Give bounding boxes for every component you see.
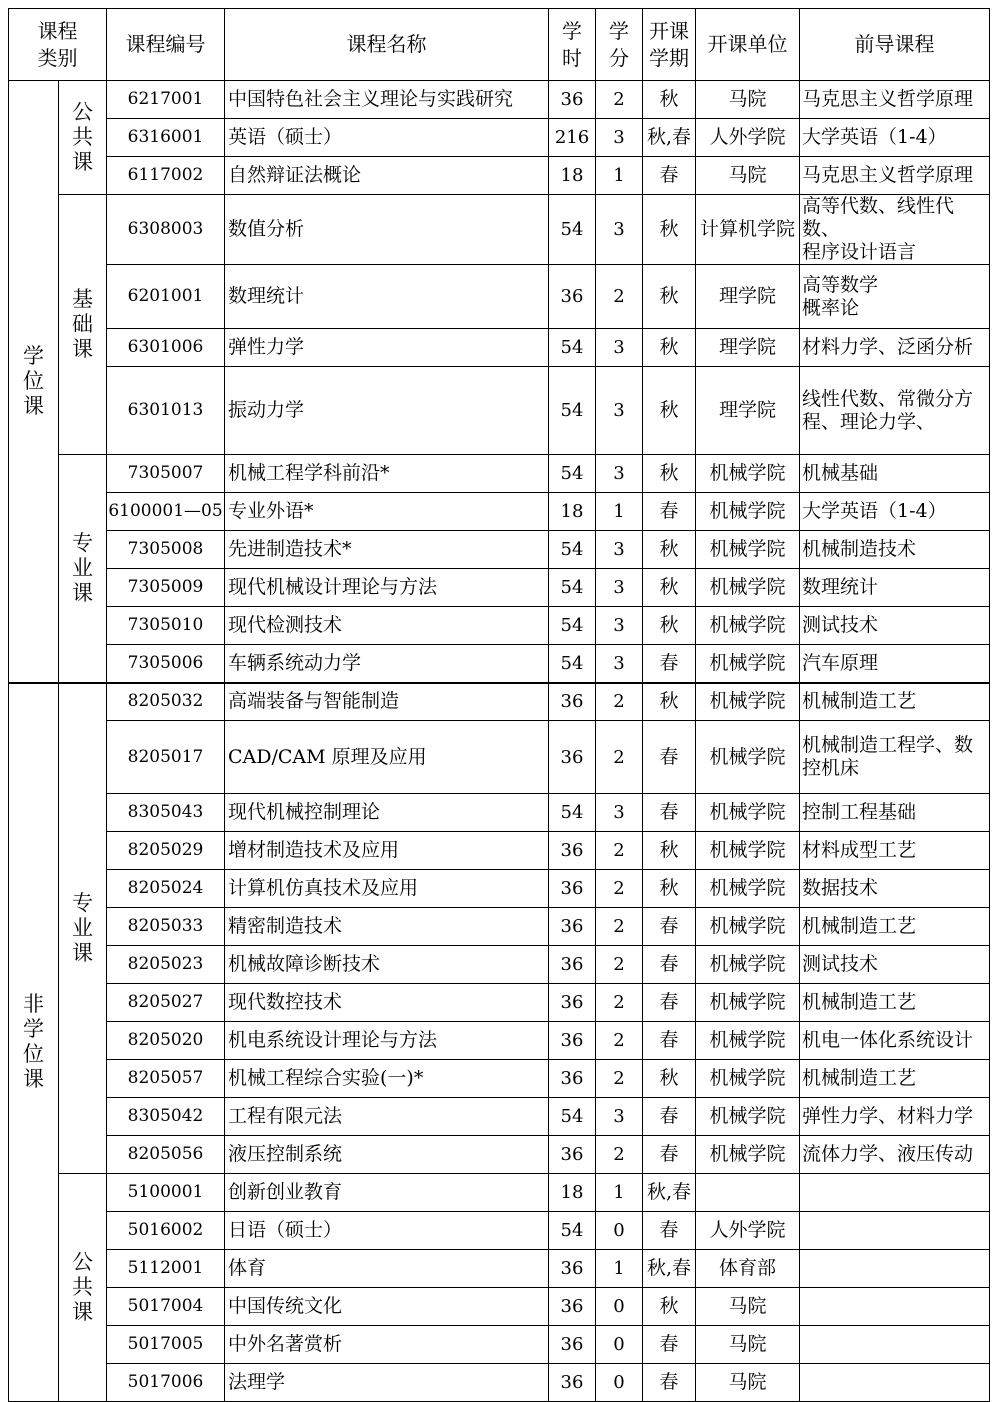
course-credits: 3	[596, 329, 643, 367]
course-prereq: 机械制造技术	[800, 531, 990, 569]
header-name: 课程名称	[225, 9, 549, 81]
table-row	[9, 607, 990, 645]
course-prereq: 控制工程基础	[800, 794, 990, 832]
course-hours: 54	[549, 367, 596, 455]
course-credits: 1	[596, 157, 643, 195]
course-prereq: 大学英语（1-4）	[800, 119, 990, 157]
course-credits: 2	[596, 81, 643, 119]
course-term: 春	[643, 493, 696, 531]
course-term: 秋	[643, 531, 696, 569]
course-term: 秋	[643, 607, 696, 645]
course-unit: 人外学院	[696, 119, 800, 157]
header-unit: 开课单位	[696, 9, 800, 81]
course-hours: 54	[549, 1098, 596, 1136]
course-prereq: 机械制造工艺	[800, 683, 990, 721]
course-hours: 18	[549, 1174, 596, 1212]
course-code: 8305043	[107, 794, 225, 832]
subcategory-public: 公 共 课	[59, 81, 107, 195]
course-unit: 机械学院	[696, 908, 800, 946]
course-unit: 理学院	[696, 329, 800, 367]
course-term: 秋	[643, 1060, 696, 1098]
course-hours: 36	[549, 81, 596, 119]
course-unit	[696, 1174, 800, 1212]
course-unit: 机械学院	[696, 683, 800, 721]
table-row	[9, 984, 990, 1022]
course-hours: 54	[549, 569, 596, 607]
header-semester: 开课 学期	[643, 9, 696, 81]
course-hours: 36	[549, 1326, 596, 1364]
course-hours: 54	[549, 607, 596, 645]
course-unit: 理学院	[696, 265, 800, 329]
course-code: 6201001	[107, 265, 225, 329]
table-row	[9, 645, 990, 683]
table-row	[9, 794, 990, 832]
course-code: 7305006	[107, 645, 225, 683]
subcategory-public-elective: 公 共 课	[59, 1174, 107, 1402]
table-row	[9, 81, 990, 119]
course-hours: 36	[549, 1364, 596, 1402]
course-hours: 36	[549, 1060, 596, 1098]
course-hours: 36	[549, 946, 596, 984]
course-hours: 54	[549, 794, 596, 832]
course-unit: 机械学院	[696, 832, 800, 870]
header-code: 课程编号	[107, 9, 225, 81]
course-hours: 54	[549, 455, 596, 493]
course-term: 秋	[643, 455, 696, 493]
course-unit: 马院	[696, 1364, 800, 1402]
course-code: 5017004	[107, 1288, 225, 1326]
course-name: 液压控制系统	[225, 1136, 549, 1174]
course-prereq: 机械基础	[800, 455, 990, 493]
course-hours: 36	[549, 870, 596, 908]
course-credits: 0	[596, 1326, 643, 1364]
course-name: 中外名著赏析	[225, 1326, 549, 1364]
course-unit: 马院	[696, 157, 800, 195]
course-hours: 36	[549, 832, 596, 870]
course-name: 计算机仿真技术及应用	[225, 870, 549, 908]
course-prereq: 高等数学 概率论	[800, 265, 990, 329]
course-credits: 3	[596, 607, 643, 645]
course-credits: 3	[596, 455, 643, 493]
course-term: 秋	[643, 329, 696, 367]
course-name: 现代检测技术	[225, 607, 549, 645]
course-unit: 机械学院	[696, 569, 800, 607]
course-code: 5112001	[107, 1250, 225, 1288]
course-credits: 2	[596, 265, 643, 329]
course-unit: 理学院	[696, 367, 800, 455]
course-term: 秋	[643, 195, 696, 265]
course-code: 7305008	[107, 531, 225, 569]
table-row	[9, 493, 990, 531]
table-row	[9, 455, 990, 493]
course-credits: 0	[596, 1288, 643, 1326]
course-term: 秋	[643, 367, 696, 455]
table-row	[9, 683, 990, 721]
course-code: 8205027	[107, 984, 225, 1022]
table-body	[9, 81, 990, 1402]
course-name: 精密制造技术	[225, 908, 549, 946]
course-term: 秋	[643, 870, 696, 908]
course-unit: 马院	[696, 1288, 800, 1326]
course-unit: 机械学院	[696, 1060, 800, 1098]
header-credits: 学 分	[596, 9, 643, 81]
course-unit: 机械学院	[696, 721, 800, 794]
course-name: 现代机械设计理论与方法	[225, 569, 549, 607]
course-term: 春	[643, 645, 696, 683]
course-hours: 54	[549, 531, 596, 569]
course-credits: 2	[596, 984, 643, 1022]
course-name: 增材制造技术及应用	[225, 832, 549, 870]
table-row	[9, 870, 990, 908]
course-hours: 54	[549, 1212, 596, 1250]
course-prereq: 机械制造工艺	[800, 1060, 990, 1098]
course-code: 5017006	[107, 1364, 225, 1402]
course-code: 6316001	[107, 119, 225, 157]
course-prereq: 材料力学、泛函分析	[800, 329, 990, 367]
course-prereq: 流体力学、液压传动	[800, 1136, 990, 1174]
course-term: 春	[643, 908, 696, 946]
table-row	[9, 157, 990, 195]
course-name: 工程有限元法	[225, 1098, 549, 1136]
course-unit: 机械学院	[696, 607, 800, 645]
course-name: 机电系统设计理论与方法	[225, 1022, 549, 1060]
course-prereq	[800, 1174, 990, 1212]
course-credits: 2	[596, 870, 643, 908]
course-prereq	[800, 1212, 990, 1250]
table-row	[9, 1212, 990, 1250]
course-credits: 2	[596, 908, 643, 946]
course-name: 英语（硕士）	[225, 119, 549, 157]
course-prereq: 机械制造工艺	[800, 984, 990, 1022]
header-row	[9, 9, 990, 81]
header-hours: 学 时	[549, 9, 596, 81]
table-row	[9, 569, 990, 607]
course-credits: 3	[596, 119, 643, 157]
course-name: 弹性力学	[225, 329, 549, 367]
course-term: 秋	[643, 81, 696, 119]
course-hours: 36	[549, 1288, 596, 1326]
course-credits: 2	[596, 1136, 643, 1174]
course-term: 春	[643, 157, 696, 195]
course-term: 秋,春	[643, 1174, 696, 1212]
course-term: 秋,春	[643, 1250, 696, 1288]
course-term: 秋	[643, 1288, 696, 1326]
course-prereq: 测试技术	[800, 607, 990, 645]
course-name: 专业外语*	[225, 493, 549, 531]
course-name: 先进制造技术*	[225, 531, 549, 569]
subcategory-major: 专 业 课	[59, 455, 107, 683]
course-code: 6100001—05	[107, 493, 225, 531]
course-term: 春	[643, 1098, 696, 1136]
course-credits: 3	[596, 569, 643, 607]
course-code: 8205024	[107, 870, 225, 908]
course-code: 8205017	[107, 721, 225, 794]
course-unit: 人外学院	[696, 1212, 800, 1250]
course-hours: 54	[549, 645, 596, 683]
course-code: 7305009	[107, 569, 225, 607]
course-code: 8205029	[107, 832, 225, 870]
course-prereq	[800, 1250, 990, 1288]
course-table	[8, 8, 990, 1402]
course-prereq: 线性代数、常微分方 程、理论力学、	[800, 367, 990, 455]
table-row	[9, 1288, 990, 1326]
course-unit: 机械学院	[696, 1136, 800, 1174]
course-code: 7305010	[107, 607, 225, 645]
course-unit: 机械学院	[696, 1098, 800, 1136]
course-name: 中国传统文化	[225, 1288, 549, 1326]
course-name: 日语（硕士）	[225, 1212, 549, 1250]
course-code: 8205023	[107, 946, 225, 984]
course-credits: 1	[596, 1174, 643, 1212]
course-term: 春	[643, 1212, 696, 1250]
course-prereq: 汽车原理	[800, 645, 990, 683]
table-row	[9, 1250, 990, 1288]
course-name: 现代机械控制理论	[225, 794, 549, 832]
table-row	[9, 329, 990, 367]
table-row	[9, 1326, 990, 1364]
category-degree: 学 位 课	[9, 81, 59, 683]
course-name: 体育	[225, 1250, 549, 1288]
course-code: 8205057	[107, 1060, 225, 1098]
course-code: 8305042	[107, 1098, 225, 1136]
course-unit: 机械学院	[696, 870, 800, 908]
course-credits: 0	[596, 1212, 643, 1250]
course-code: 8205033	[107, 908, 225, 946]
course-name: 中国特色社会主义理论与实践研究	[225, 81, 549, 119]
course-prereq: 数理统计	[800, 569, 990, 607]
course-prereq: 高等代数、线性代数、 程序设计语言	[800, 195, 990, 265]
course-name: CAD/CAM 原理及应用	[225, 721, 549, 794]
course-term: 春	[643, 1136, 696, 1174]
course-hours: 54	[549, 329, 596, 367]
course-credits: 0	[596, 1364, 643, 1402]
course-prereq	[800, 1326, 990, 1364]
course-prereq	[800, 1364, 990, 1402]
course-prereq: 机械制造工艺	[800, 908, 990, 946]
course-hours: 36	[549, 1136, 596, 1174]
course-code: 5017005	[107, 1326, 225, 1364]
table-row	[9, 119, 990, 157]
course-prereq: 马克思主义哲学原理	[800, 81, 990, 119]
course-code: 5100001	[107, 1174, 225, 1212]
table-row	[9, 1060, 990, 1098]
course-unit: 机械学院	[696, 794, 800, 832]
course-code: 7305007	[107, 455, 225, 493]
course-unit: 体育部	[696, 1250, 800, 1288]
course-prereq: 弹性力学、材料力学	[800, 1098, 990, 1136]
subcategory-major-elective: 专 业 课	[59, 683, 107, 1174]
course-unit: 机械学院	[696, 455, 800, 493]
course-name: 数理统计	[225, 265, 549, 329]
course-prereq: 机电一体化系统设计	[800, 1022, 990, 1060]
course-hours: 36	[549, 265, 596, 329]
table-row	[9, 721, 990, 794]
table-row	[9, 1364, 990, 1402]
course-unit: 机械学院	[696, 946, 800, 984]
course-credits: 2	[596, 946, 643, 984]
course-term: 春	[643, 984, 696, 1022]
course-code: 8205020	[107, 1022, 225, 1060]
course-credits: 3	[596, 531, 643, 569]
course-term: 秋	[643, 569, 696, 607]
course-term: 春	[643, 794, 696, 832]
header-prereq: 前导课程	[800, 9, 990, 81]
table-row	[9, 1022, 990, 1060]
course-code: 8205056	[107, 1136, 225, 1174]
course-unit: 计算机学院	[696, 195, 800, 265]
course-name: 车辆系统动力学	[225, 645, 549, 683]
course-credits: 3	[596, 195, 643, 265]
table-row	[9, 367, 990, 455]
course-credits: 3	[596, 367, 643, 455]
course-code: 6217001	[107, 81, 225, 119]
course-prereq: 材料成型工艺	[800, 832, 990, 870]
course-hours: 216	[549, 119, 596, 157]
course-unit: 马院	[696, 81, 800, 119]
course-code: 5016002	[107, 1212, 225, 1250]
course-hours: 54	[549, 195, 596, 265]
course-term: 春	[643, 1326, 696, 1364]
course-hours: 36	[549, 1250, 596, 1288]
course-term: 春	[643, 946, 696, 984]
course-hours: 36	[549, 683, 596, 721]
course-code: 6117002	[107, 157, 225, 195]
course-term: 秋	[643, 832, 696, 870]
course-name: 自然辩证法概论	[225, 157, 549, 195]
course-credits: 2	[596, 1060, 643, 1098]
table-row	[9, 1136, 990, 1174]
table-row	[9, 1098, 990, 1136]
course-code: 6301006	[107, 329, 225, 367]
course-credits: 2	[596, 1022, 643, 1060]
course-unit: 机械学院	[696, 1022, 800, 1060]
subcategory-basic: 基 础 课	[59, 195, 107, 455]
course-prereq: 数据技术	[800, 870, 990, 908]
course-prereq: 马克思主义哲学原理	[800, 157, 990, 195]
course-term: 秋,春	[643, 119, 696, 157]
course-credits: 3	[596, 1098, 643, 1136]
course-name: 高端装备与智能制造	[225, 683, 549, 721]
course-term: 春	[643, 1022, 696, 1060]
course-hours: 36	[549, 984, 596, 1022]
course-term: 春	[643, 721, 696, 794]
course-unit: 马院	[696, 1326, 800, 1364]
course-prereq: 大学英语（1-4）	[800, 493, 990, 531]
course-hours: 36	[549, 1022, 596, 1060]
table-row	[9, 195, 990, 265]
course-credits: 1	[596, 493, 643, 531]
course-prereq: 机械制造工程学、数 控机床	[800, 721, 990, 794]
table-row	[9, 946, 990, 984]
course-code: 8205032	[107, 683, 225, 721]
course-name: 数值分析	[225, 195, 549, 265]
table-row	[9, 531, 990, 569]
course-name: 法理学	[225, 1364, 549, 1402]
course-unit: 机械学院	[696, 984, 800, 1022]
course-name: 机械故障诊断技术	[225, 946, 549, 984]
course-name: 振动力学	[225, 367, 549, 455]
course-unit: 机械学院	[696, 531, 800, 569]
course-code: 6308003	[107, 195, 225, 265]
course-credits: 2	[596, 832, 643, 870]
table-row	[9, 908, 990, 946]
course-unit: 机械学院	[696, 645, 800, 683]
course-unit: 机械学院	[696, 493, 800, 531]
course-prereq	[800, 1288, 990, 1326]
category-nondegree: 非 学 位 课	[9, 683, 59, 1402]
course-name: 现代数控技术	[225, 984, 549, 1022]
table-row	[9, 832, 990, 870]
course-hours: 36	[549, 908, 596, 946]
table-row	[9, 265, 990, 329]
course-name: 创新创业教育	[225, 1174, 549, 1212]
header-category: 课程 类别	[9, 9, 107, 81]
course-credits: 1	[596, 1250, 643, 1288]
course-term: 秋	[643, 265, 696, 329]
course-term: 秋	[643, 683, 696, 721]
table-row	[9, 1174, 990, 1212]
course-credits: 2	[596, 721, 643, 794]
course-prereq: 测试技术	[800, 946, 990, 984]
course-term: 春	[643, 1364, 696, 1402]
course-name: 机械工程学科前沿*	[225, 455, 549, 493]
course-code: 6301013	[107, 367, 225, 455]
course-credits: 3	[596, 645, 643, 683]
course-credits: 2	[596, 683, 643, 721]
course-credits: 3	[596, 794, 643, 832]
course-hours: 18	[549, 157, 596, 195]
course-hours: 18	[549, 493, 596, 531]
course-name: 机械工程综合实验(一)*	[225, 1060, 549, 1098]
course-hours: 36	[549, 721, 596, 794]
